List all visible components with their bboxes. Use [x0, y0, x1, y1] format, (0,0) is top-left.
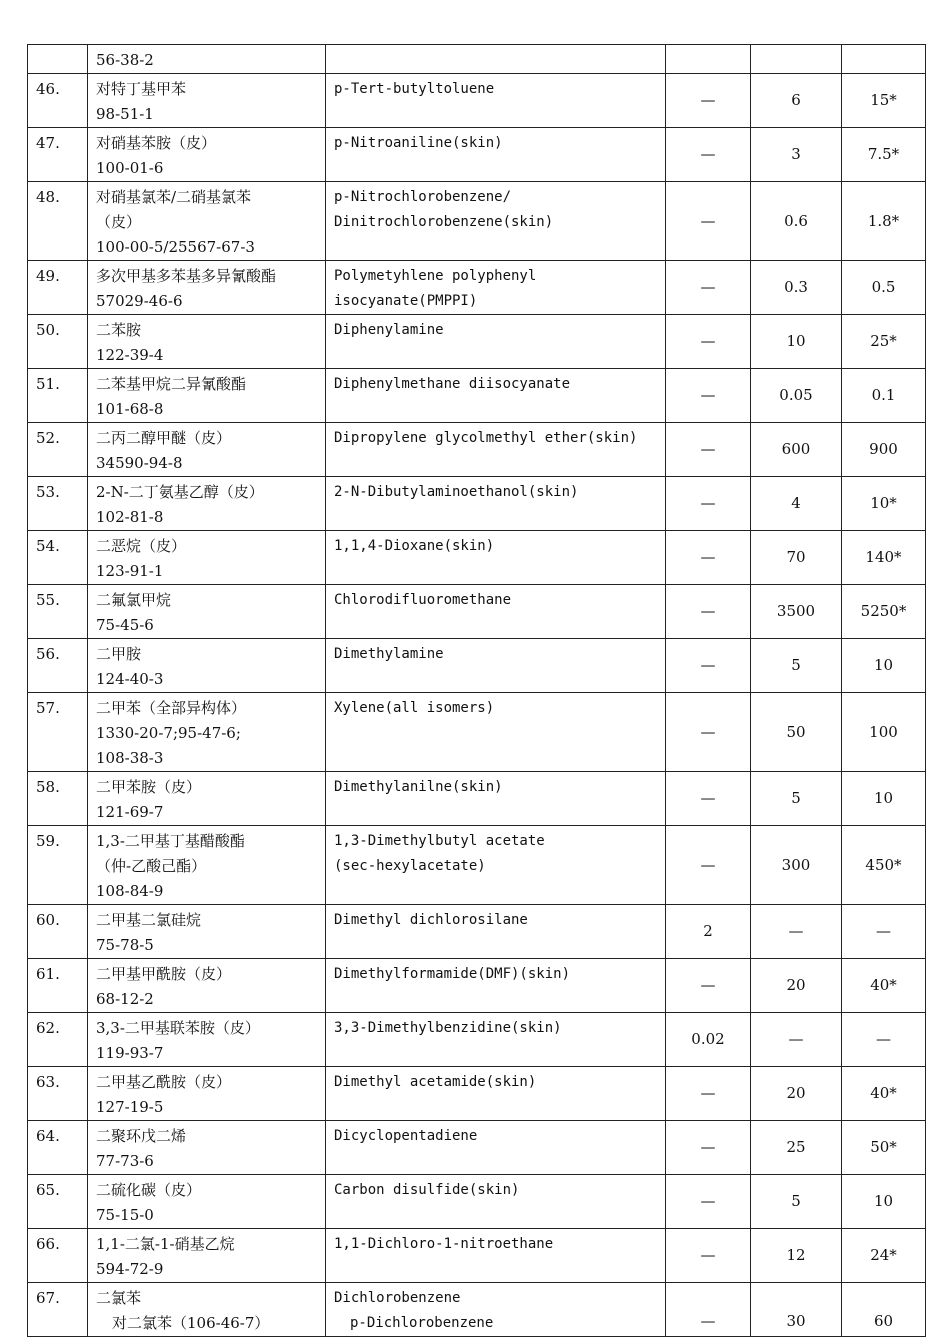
- english-name: [326, 182, 666, 261]
- row-number: 47.: [28, 128, 88, 182]
- chinese-name-cas: [88, 74, 326, 128]
- twa-value: 20: [751, 1067, 842, 1121]
- row-number: 61.: [28, 959, 88, 1013]
- table-row: [28, 693, 926, 772]
- chinese-name-cas: [88, 423, 326, 477]
- twa-value: 300: [751, 826, 842, 905]
- chinese-name-line: 100-00-5/25567-67-3: [96, 238, 255, 256]
- english-name: [326, 477, 666, 531]
- row-number: 66.: [28, 1229, 88, 1283]
- twa-value: 600: [751, 423, 842, 477]
- stel-value: —: [842, 905, 926, 959]
- chinese-name-line: 二苯胺: [96, 321, 142, 339]
- english-name: [326, 585, 666, 639]
- mac-value: —: [666, 477, 751, 531]
- english-name: [326, 905, 666, 959]
- chinese-name-cas: [88, 45, 326, 74]
- chinese-name-line: 75-45-6: [96, 616, 154, 634]
- english-name-line: Dimethylformamide(DMF)(skin): [334, 966, 571, 982]
- chinese-name-line: 1,3-二甲基丁基醋酸酯: [96, 832, 245, 850]
- english-name-line: Dichlorobenzene: [334, 1290, 461, 1306]
- chinese-name-line: 多次甲基多苯基多异氰酸酯: [96, 267, 277, 285]
- chinese-name-cas: [88, 585, 326, 639]
- row-number: 62.: [28, 1013, 88, 1067]
- twa-value: [751, 45, 842, 74]
- chinese-name-line: 对特丁基甲苯: [96, 80, 187, 98]
- chinese-name-line: 二氟氯甲烷: [96, 591, 172, 609]
- stel-value: 7.5*: [842, 128, 926, 182]
- twa-value: 3500: [751, 585, 842, 639]
- twa-value: 25: [751, 1121, 842, 1175]
- chinese-name-line: 119-93-7: [96, 1044, 164, 1062]
- english-name-line: Diphenylamine: [334, 322, 444, 338]
- chinese-name-line: 二甲苯（全部异构体）: [96, 699, 247, 717]
- mac-value: —: [666, 1229, 751, 1283]
- chinese-name-cas: [88, 128, 326, 182]
- english-name-line: (sec-hexylacetate): [334, 858, 486, 874]
- table-row: [28, 74, 926, 128]
- row-number: 58.: [28, 772, 88, 826]
- mac-value: —: [666, 585, 751, 639]
- english-name: [326, 1283, 666, 1337]
- row-number: 63.: [28, 1067, 88, 1121]
- row-number: 60.: [28, 905, 88, 959]
- stel-value: 10: [842, 639, 926, 693]
- table-row: [28, 182, 926, 261]
- mac-value: —: [666, 826, 751, 905]
- english-name: [326, 1175, 666, 1229]
- twa-value: 5: [751, 1175, 842, 1229]
- chinese-name-cas: [88, 1229, 326, 1283]
- english-name-line: p-Nitrochlorobenzene/: [334, 189, 512, 205]
- twa-value: 5: [751, 639, 842, 693]
- twa-value: 50: [751, 693, 842, 772]
- chinese-name-cas: [88, 905, 326, 959]
- mac-value: —: [666, 1283, 751, 1337]
- chinese-name-cas: [88, 693, 326, 772]
- chinese-name-line: 100-01-6: [96, 159, 164, 177]
- chinese-name-cas: [88, 315, 326, 369]
- stel-value: 10: [842, 1175, 926, 1229]
- exposure-limits-table: [27, 44, 926, 1337]
- stel-value: 40*: [842, 959, 926, 1013]
- english-name: [326, 1229, 666, 1283]
- chinese-name-line: 2-N-二丁氨基乙醇（皮）: [96, 483, 264, 501]
- english-name: [326, 369, 666, 423]
- twa-value: 0.05: [751, 369, 842, 423]
- twa-value: 0.6: [751, 182, 842, 261]
- chinese-name-line: 二聚环戊二烯: [96, 1127, 187, 1145]
- chinese-name-line: 124-40-3: [96, 670, 164, 688]
- english-name-line: 1,1,4-Dioxane(skin): [334, 538, 495, 554]
- chinese-name-cas: [88, 826, 326, 905]
- english-name: [326, 261, 666, 315]
- english-name-line: p-Dichlorobenzene: [350, 1315, 494, 1331]
- mac-value: —: [666, 693, 751, 772]
- english-name-line: Diphenylmethane diisocyanate: [334, 376, 571, 392]
- table-row: [28, 1229, 926, 1283]
- stel-value: 1.8*: [842, 182, 926, 261]
- twa-value: 0.3: [751, 261, 842, 315]
- row-number: 56.: [28, 639, 88, 693]
- chinese-name-line: 98-51-1: [96, 105, 154, 123]
- stel-value: [842, 45, 926, 74]
- chinese-name-line: 1,1-二氯-1-硝基乙烷: [96, 1235, 235, 1253]
- english-name-line: Dimethyl dichlorosilane: [334, 912, 528, 928]
- row-number: [28, 45, 88, 74]
- chinese-name-line: 75-15-0: [96, 1206, 154, 1224]
- chinese-name-line: 二甲基乙酰胺（皮）: [96, 1073, 232, 1091]
- table-row: [28, 423, 926, 477]
- mac-value: —: [666, 261, 751, 315]
- chinese-name-cas: [88, 1175, 326, 1229]
- chinese-name-cas: [88, 1121, 326, 1175]
- english-name: [326, 693, 666, 772]
- stel-value: 100: [842, 693, 926, 772]
- mac-value: —: [666, 639, 751, 693]
- twa-value: 3: [751, 128, 842, 182]
- chinese-name-line: 对硝基苯胺（皮）: [96, 134, 217, 152]
- mac-value: —: [666, 531, 751, 585]
- english-name-line: Polymetyhlene polyphenyl: [334, 268, 537, 284]
- row-number: 51.: [28, 369, 88, 423]
- table-body: [28, 45, 926, 1337]
- table-row: [28, 531, 926, 585]
- chinese-name-line: 68-12-2: [96, 990, 154, 1008]
- english-name: [326, 959, 666, 1013]
- stel-value: 0.1: [842, 369, 926, 423]
- mac-value: —: [666, 1121, 751, 1175]
- twa-value: —: [751, 905, 842, 959]
- chinese-name-cas: [88, 261, 326, 315]
- chinese-name-line: 57029-46-6: [96, 292, 183, 310]
- mac-value: —: [666, 1067, 751, 1121]
- english-name-line: Dimethylamine: [334, 646, 444, 662]
- table-row: [28, 639, 926, 693]
- stel-value: 15*: [842, 74, 926, 128]
- table-row: [28, 369, 926, 423]
- table-row: [28, 1175, 926, 1229]
- mac-value: —: [666, 128, 751, 182]
- chinese-name-line: 123-91-1: [96, 562, 164, 580]
- row-number: 53.: [28, 477, 88, 531]
- chinese-name-cas: [88, 1067, 326, 1121]
- row-number: 52.: [28, 423, 88, 477]
- chinese-name-line: 对二氯苯（106-46-7）: [112, 1314, 270, 1332]
- chinese-name-line: 二丙二醇甲醚（皮）: [96, 429, 232, 447]
- row-number: 50.: [28, 315, 88, 369]
- mac-value: —: [666, 423, 751, 477]
- chinese-name-line: 127-19-5: [96, 1098, 164, 1116]
- english-name: [326, 826, 666, 905]
- chinese-name-line: 二恶烷（皮）: [96, 537, 187, 555]
- english-name-line: Dimethylanilne(skin): [334, 779, 503, 795]
- english-name-line: Chlorodifluoromethane: [334, 592, 512, 608]
- twa-value: 70: [751, 531, 842, 585]
- english-name-line: Dinitrochlorobenzene(skin): [334, 214, 554, 230]
- row-number: 55.: [28, 585, 88, 639]
- english-name: [326, 74, 666, 128]
- row-number: 67.: [28, 1283, 88, 1337]
- stel-value: —: [842, 1013, 926, 1067]
- chinese-name-line: 122-39-4: [96, 346, 164, 364]
- table-row: [28, 959, 926, 1013]
- english-name: [326, 128, 666, 182]
- twa-value: 4: [751, 477, 842, 531]
- english-name: [326, 1013, 666, 1067]
- chinese-name-cas: [88, 772, 326, 826]
- chinese-name-line: 102-81-8: [96, 508, 164, 526]
- chinese-name-line: 56-38-2: [96, 51, 154, 69]
- row-number: 54.: [28, 531, 88, 585]
- english-name: [326, 45, 666, 74]
- twa-value: —: [751, 1013, 842, 1067]
- twa-value: 5: [751, 772, 842, 826]
- table-row: [28, 1283, 926, 1337]
- english-name-line: p-Nitroaniline(skin): [334, 135, 503, 151]
- chinese-name-line: 594-72-9: [96, 1260, 164, 1278]
- table-row: [28, 128, 926, 182]
- mac-value: —: [666, 74, 751, 128]
- chinese-name-line: 二甲基二氯硅烷: [96, 911, 202, 929]
- english-name: [326, 1121, 666, 1175]
- english-name-line: Dimethyl acetamide(skin): [334, 1074, 537, 1090]
- stel-value: 10*: [842, 477, 926, 531]
- english-name: [326, 639, 666, 693]
- chinese-name-line: （仲-乙酸己酯）: [96, 857, 207, 875]
- chinese-name-line: 二甲苯胺（皮）: [96, 778, 202, 796]
- stel-value: 0.5: [842, 261, 926, 315]
- stel-value: 24*: [842, 1229, 926, 1283]
- table-row: [28, 45, 926, 74]
- stel-value: 25*: [842, 315, 926, 369]
- english-name-line: isocyanate(PMPPI): [334, 293, 478, 309]
- stel-value: 10: [842, 772, 926, 826]
- mac-value: —: [666, 369, 751, 423]
- chinese-name-line: 77-73-6: [96, 1152, 154, 1170]
- mac-value: —: [666, 182, 751, 261]
- chinese-name-line: 二甲胺: [96, 645, 142, 663]
- table-row: [28, 261, 926, 315]
- chinese-name-line: 3,3-二甲基联苯胺（皮）: [96, 1019, 260, 1037]
- table-row: [28, 772, 926, 826]
- chinese-name-line: 对硝基氯苯/二硝基氯苯: [96, 188, 252, 206]
- mac-value: —: [666, 315, 751, 369]
- chinese-name-line: 121-69-7: [96, 803, 164, 821]
- stel-value: 50*: [842, 1121, 926, 1175]
- mac-value: 0.02: [666, 1013, 751, 1067]
- chinese-name-line: 二甲基甲酰胺（皮）: [96, 965, 232, 983]
- table-row: [28, 585, 926, 639]
- english-name-line: 2-N-Dibutylaminoethanol(skin): [334, 484, 579, 500]
- mac-value: [666, 45, 751, 74]
- mac-value: —: [666, 1175, 751, 1229]
- row-number: 57.: [28, 693, 88, 772]
- twa-value: 10: [751, 315, 842, 369]
- english-name-line: p-Tert-butyltoluene: [334, 81, 495, 97]
- chinese-name-cas: [88, 1283, 326, 1337]
- row-number: 59.: [28, 826, 88, 905]
- chinese-name-cas: [88, 959, 326, 1013]
- chinese-name-cas: [88, 1013, 326, 1067]
- chinese-name-line: 1330-20-7;95-47-6;: [96, 724, 241, 742]
- table-row: [28, 1067, 926, 1121]
- row-number: 65.: [28, 1175, 88, 1229]
- stel-value: 40*: [842, 1067, 926, 1121]
- chinese-name-line: 101-68-8: [96, 400, 164, 418]
- chinese-name-cas: [88, 531, 326, 585]
- mac-value: —: [666, 772, 751, 826]
- stel-value: 900: [842, 423, 926, 477]
- table-row: [28, 315, 926, 369]
- chinese-name-line: 34590-94-8: [96, 454, 183, 472]
- chinese-name-line: （皮）: [96, 213, 142, 231]
- twa-value: 12: [751, 1229, 842, 1283]
- stel-value: 5250*: [842, 585, 926, 639]
- chinese-name-line: 二氯苯: [96, 1289, 142, 1307]
- row-number: 46.: [28, 74, 88, 128]
- english-name: [326, 423, 666, 477]
- english-name-line: Dipropylene glycolmethyl ether(skin): [334, 430, 638, 446]
- english-name: [326, 1067, 666, 1121]
- english-name: [326, 315, 666, 369]
- chinese-name-cas: [88, 477, 326, 531]
- table-row: [28, 1013, 926, 1067]
- stel-value: 60: [842, 1283, 926, 1337]
- chinese-name-cas: [88, 369, 326, 423]
- table-row: [28, 826, 926, 905]
- table-row: [28, 905, 926, 959]
- english-name-line: Xylene(all isomers): [334, 700, 495, 716]
- row-number: 64.: [28, 1121, 88, 1175]
- english-name: [326, 772, 666, 826]
- english-name-line: Carbon disulfide(skin): [334, 1182, 520, 1198]
- stel-value: 140*: [842, 531, 926, 585]
- twa-value: 6: [751, 74, 842, 128]
- row-number: 49.: [28, 261, 88, 315]
- row-number: 48.: [28, 182, 88, 261]
- twa-value: 30: [751, 1283, 842, 1337]
- mac-value: 2: [666, 905, 751, 959]
- chinese-name-line: 二硫化碳（皮）: [96, 1181, 202, 1199]
- english-name-line: 1,3-Dimethylbutyl acetate: [334, 833, 545, 849]
- english-name-line: 3,3-Dimethylbenzidine(skin): [334, 1020, 562, 1036]
- chinese-name-cas: [88, 639, 326, 693]
- chinese-name-cas: [88, 182, 326, 261]
- mac-value: —: [666, 959, 751, 1013]
- chinese-name-line: 二苯基甲烷二异氰酸酯: [96, 375, 247, 393]
- english-name-line: Dicyclopentadiene: [334, 1128, 478, 1144]
- english-name: [326, 531, 666, 585]
- table-row: [28, 477, 926, 531]
- chinese-name-line: 108-84-9: [96, 882, 164, 900]
- table-row: [28, 1121, 926, 1175]
- chinese-name-line: 108-38-3: [96, 749, 164, 767]
- twa-value: 20: [751, 959, 842, 1013]
- stel-value: 450*: [842, 826, 926, 905]
- chinese-name-line: 75-78-5: [96, 936, 154, 954]
- english-name-line: 1,1-Dichloro-1-nitroethane: [334, 1236, 554, 1252]
